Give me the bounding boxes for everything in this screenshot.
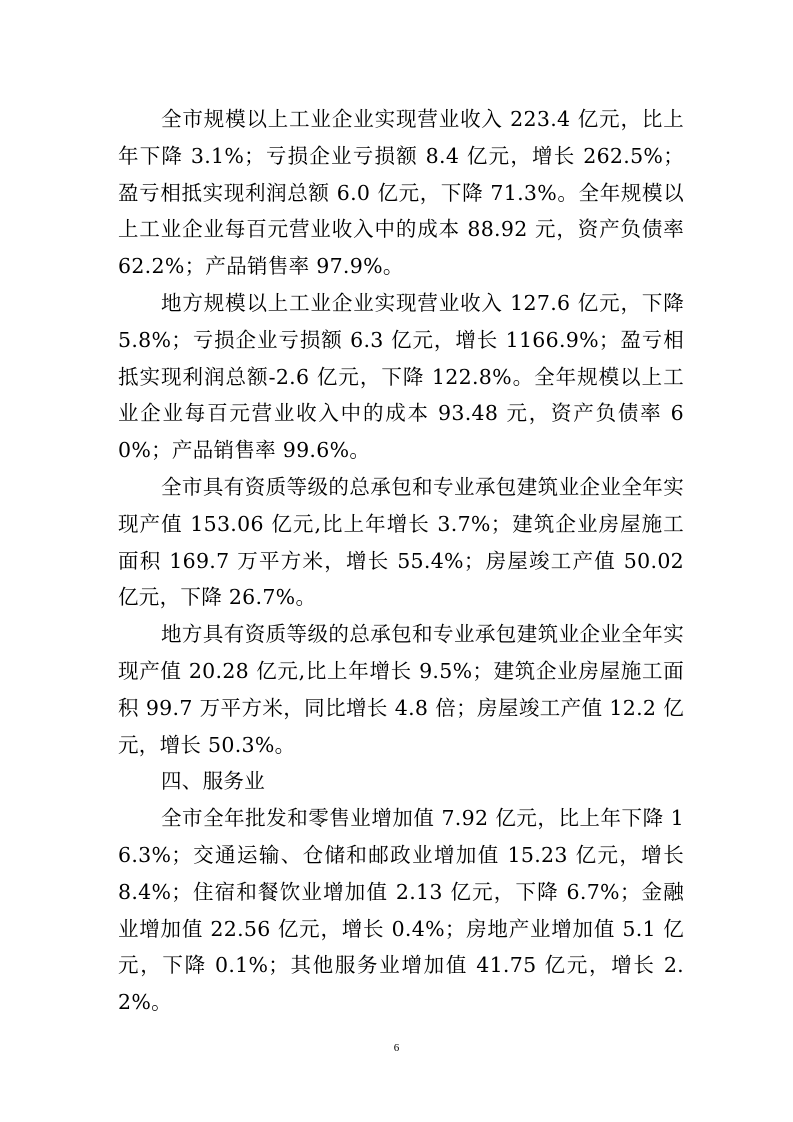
paragraph-services: 全市全年批发和零售业增加值 7.92 亿元，比上年下降 16.3%；交通运输、仓储和邮政业增加值 15.23 亿元，增长 8.4%；住宿和餐饮业增加值 2.13 亿元，下降 6.7%；金融业增加值 22.56 亿元，增长 0.4%；房地产业增加值 5.1 亿元，下降 0.1%；其他服务业增加值 41.75 亿元，增长 2.2%。 [118, 806, 684, 1015]
section-heading-services: 四、服务业 [161, 769, 265, 794]
paragraph-industry-local: 地方规模以上工业企业实现营业收入 127.6 亿元，下降 5.8%；亏损企业亏损额 6.3 亿元，增长 1166.9%；盈亏相抵实现利润总额-2.6 亿元，下降 122.8%。全年规模以上工业企业每百元营业收入中的成本 93.48 元，资产负债率 60%；产品销售率 99.6%。 [118, 290, 684, 463]
paragraph-industry-city: 全市规模以上工业企业实现营业收入 223.4 亿元，比上年下降 3.1%；亏损企业亏损额 8.4 亿元，增长 262.5%；盈亏相抵实现利润总额 6.0 亿元，下降 71.3%。全年规模以上工业企业每百元营业收入中的成本 88.92 元，资产负债率 62.2%；产品销售率 97.9%。 [118, 107, 684, 279]
page-number: 6 [393, 1042, 400, 1054]
paragraph-construction-local: 地方具有资质等级的总承包和专业承包建筑业企业全年实现产值 20.28 亿元,比上年增长 9.5%；建筑企业房屋施工面积 99.7 万平方米，同比增长 4.8 倍；房屋竣工产值 12.2 亿元，增长 50.3%。 [118, 622, 684, 757]
paragraph-construction-city: 全市具有资质等级的总承包和专业承包建筑业企业全年实现产值 153.06 亿元,比上年增长 3.7%；建筑企业房屋施工面积 169.7 万平方米，增长 55.4%；房屋竣工产值 50.02 亿元，下降 26.7%。 [118, 474, 684, 610]
body-text [118, 101, 684, 1021]
